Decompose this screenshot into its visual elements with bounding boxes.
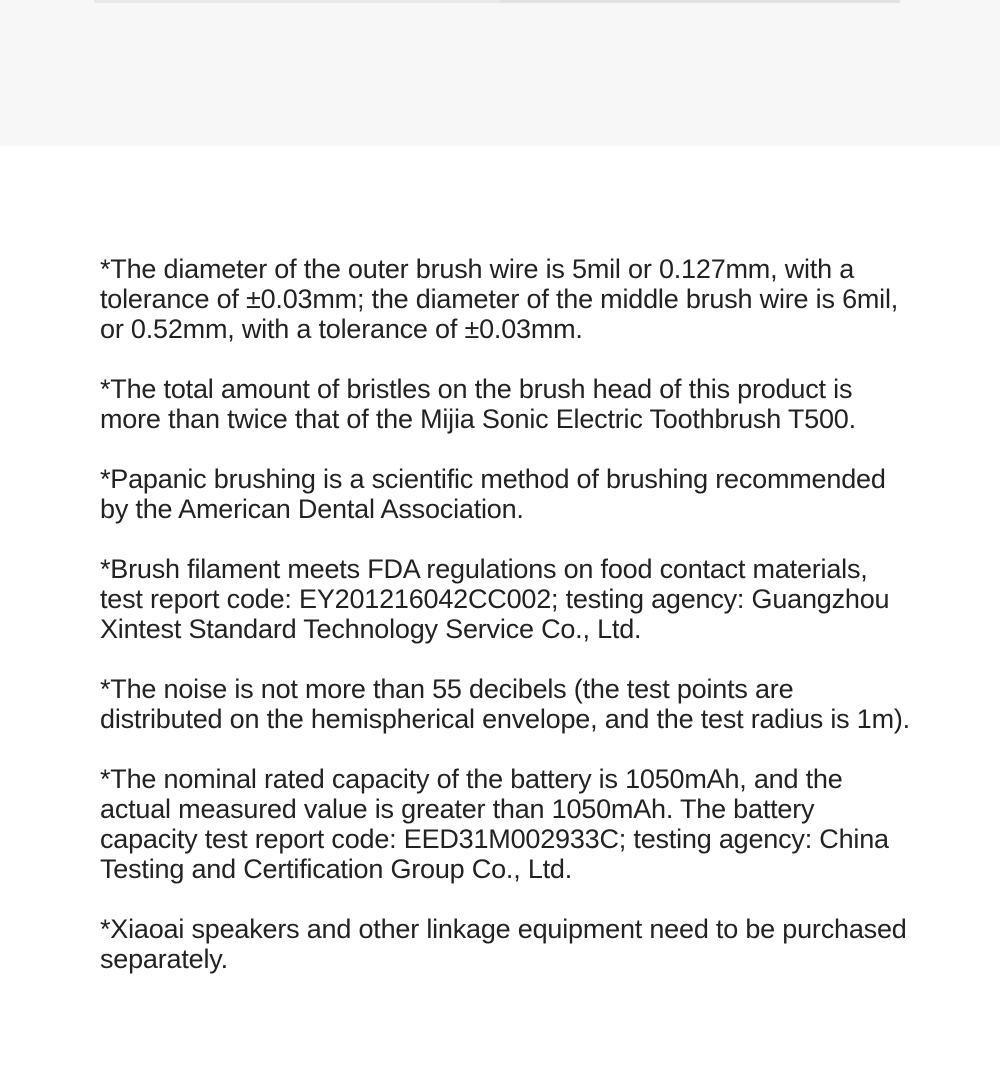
note-bristle-amount: *The total amount of bristles on the brush head of this product is more than twice that of the Mijia Sonic Electric Toothbrush T500. — [100, 374, 856, 434]
note-brushing-method: *Papanic brushing is a scientific method of brushing recommended by the American Dental Association. — [100, 464, 886, 524]
footnotes-section — [100, 254, 910, 974]
top-strip-right — [500, 0, 900, 3]
note-noise-level: *The noise is not more than 55 decibels (the test points are distributed on the hemispherical envelope, and the test radius is 1m). — [100, 674, 910, 734]
note-linkage-equipment: *Xiaoai speakers and other linkage equipment need to be purchased separately. — [100, 914, 907, 974]
note-brush-wire-diameter: *The diameter of the outer brush wire is 5mil or 0.127mm, with a tolerance of ±0.03mm; the diameter of the middle brush wire is 6mil, or 0.52mm, with a tolerance of ±0.03mm. — [100, 254, 899, 344]
note-battery-capacity: *The nominal rated capacity of the battery is 1050mAh, and the actual measured value is greater than 1050mAh. The battery capacity test report code: EED31M002933C; testing agency: China Testing and Certification Group Co., Ltd. — [100, 764, 889, 884]
note-fda-compliance: *Brush filament meets FDA regulations on food contact materials, test report code: EY201216042CC002; testing agency: Guangzhou Xintest Standard Technology Service Co., Ltd. — [100, 554, 890, 644]
top-strip-left — [94, 0, 500, 3]
top-gray-band — [0, 0, 1000, 146]
